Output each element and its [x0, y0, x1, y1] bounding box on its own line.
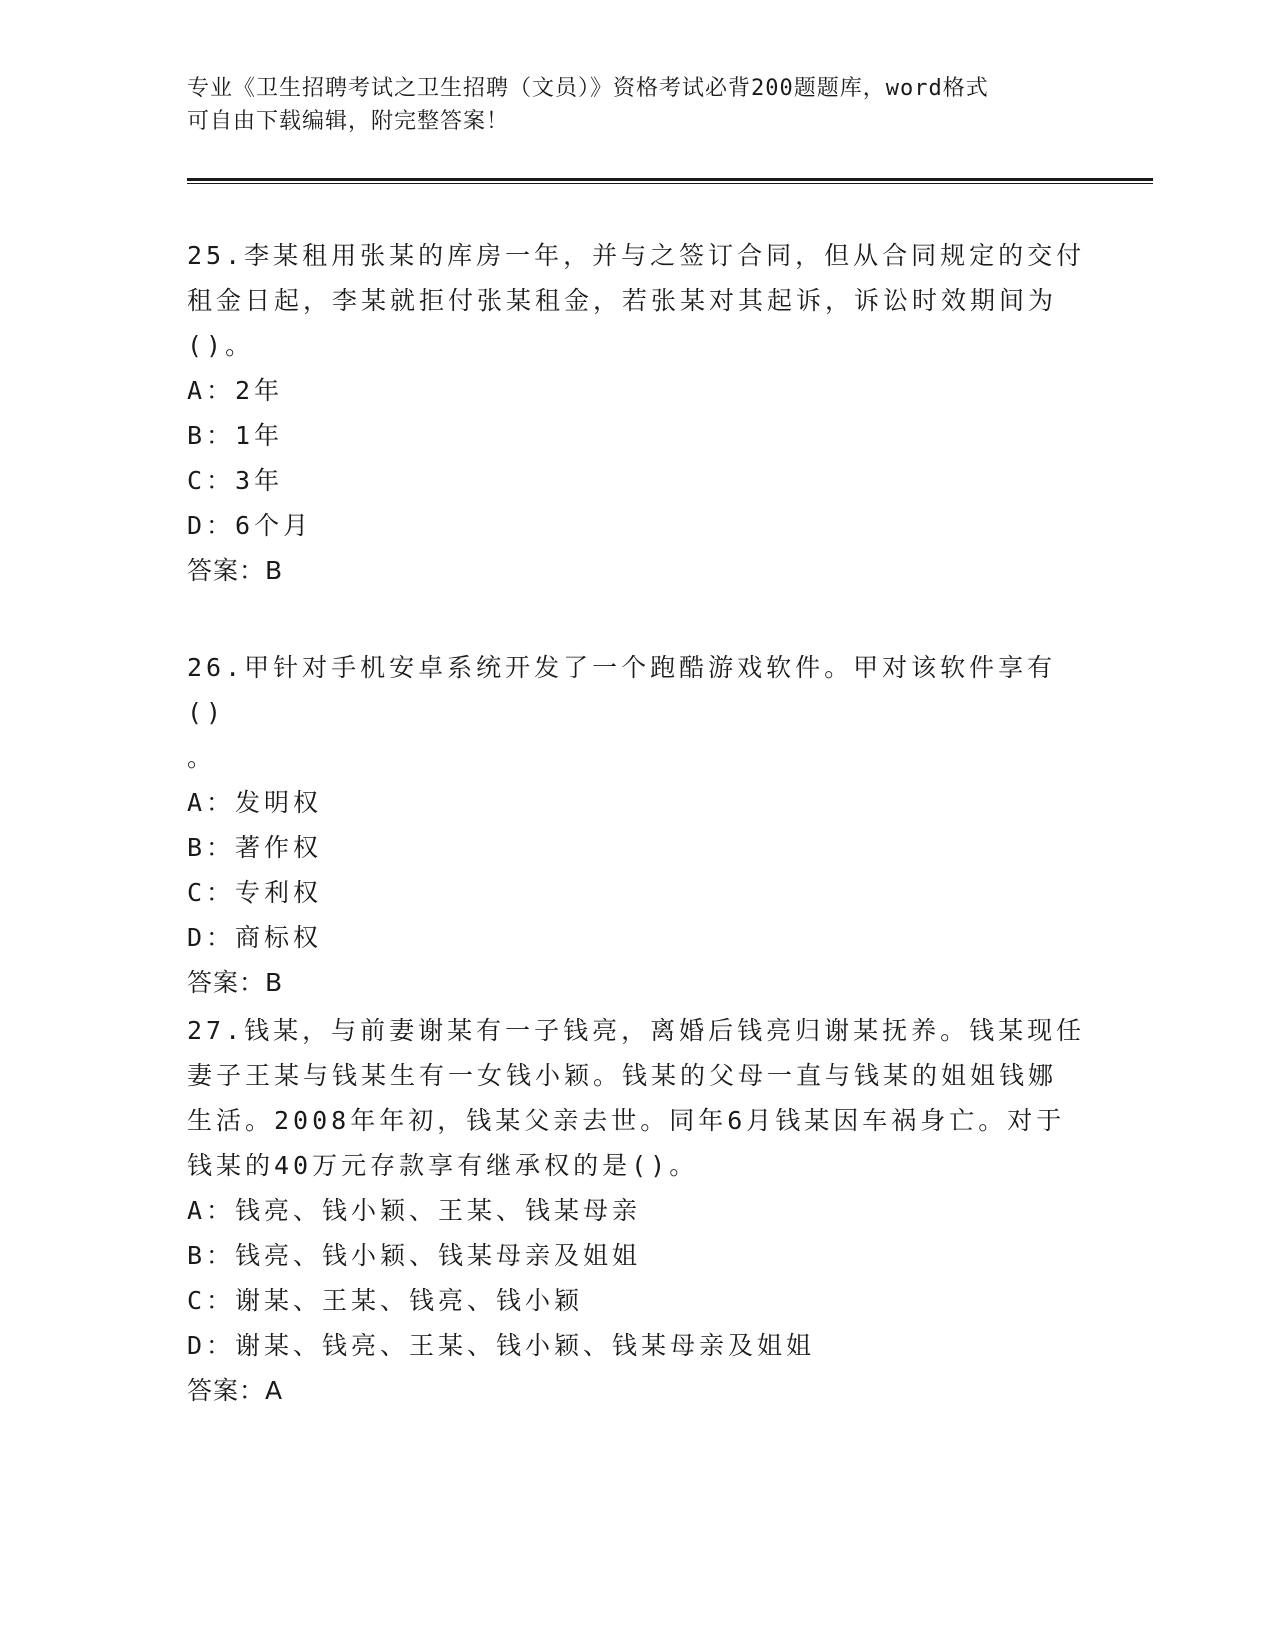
- option-a: A：钱亮、钱小颖、王某、钱某母亲: [187, 1196, 642, 1225]
- question-stem-line: ()。: [187, 331, 255, 360]
- question-26: [187, 645, 1087, 1005]
- option-b: B：钱亮、钱小颖、钱某母亲及姐姐: [187, 1241, 642, 1270]
- question-stem-line: 生活。2008年年初，钱某父亲去世。同年6月钱某因车祸身亡。对于: [187, 1106, 1066, 1135]
- answer-line: 答案：A: [187, 1376, 284, 1405]
- answer-line: 答案：B: [187, 968, 284, 997]
- header-divider-thick: [187, 178, 1153, 181]
- option-d: D：谢某、钱亮、王某、钱小颖、钱某母亲及姐姐: [187, 1331, 816, 1360]
- header-divider-thin: [187, 183, 1153, 184]
- question-stem-line: 钱某的40万元存款享有继承权的是()。: [187, 1151, 699, 1180]
- question-stem-line: 租金日起，李某就拒付张某租金，若张某对其起诉，诉讼时效期间为: [187, 286, 1058, 315]
- option-d: D：6个月: [187, 511, 313, 540]
- header-line-2: 可自由下载编辑，附完整答案！: [187, 109, 510, 134]
- answer-line: 答案：B: [187, 556, 284, 585]
- option-c: C：3年: [187, 466, 284, 495]
- question-stem-line: 26.甲针对手机安卓系统开发了一个跑酷游戏软件。甲对该软件享有(): [187, 653, 1057, 727]
- question-stem-line: 妻子王某与钱某生有一女钱小颖。钱某的父母一直与钱某的姐姐钱娜: [187, 1061, 1058, 1090]
- question-27: [187, 1008, 1087, 1413]
- option-d: D：商标权: [187, 923, 323, 952]
- header-line-1: 专业《卫生招聘考试之卫生招聘（文员）》资格考试必背200题题库，word格式: [187, 76, 989, 101]
- option-a: A：发明权: [187, 788, 323, 817]
- option-c: C：专利权: [187, 878, 323, 907]
- option-c: C：谢某、王某、钱亮、钱小颖: [187, 1286, 584, 1315]
- question-stem-line: 27.钱某，与前妻谢某有一子钱亮，离婚后钱亮归谢某抚养。钱某现任: [187, 1016, 1086, 1045]
- question-stem-line: 。: [187, 743, 217, 772]
- question-25: [187, 233, 1087, 593]
- option-b: B：1年: [187, 421, 284, 450]
- option-b: B：著作权: [187, 833, 323, 862]
- document-header: [187, 72, 1067, 138]
- question-stem-line: 25.李某租用张某的库房一年，并与之签订合同，但从合同规定的交付: [187, 241, 1086, 270]
- option-a: A：2年: [187, 376, 284, 405]
